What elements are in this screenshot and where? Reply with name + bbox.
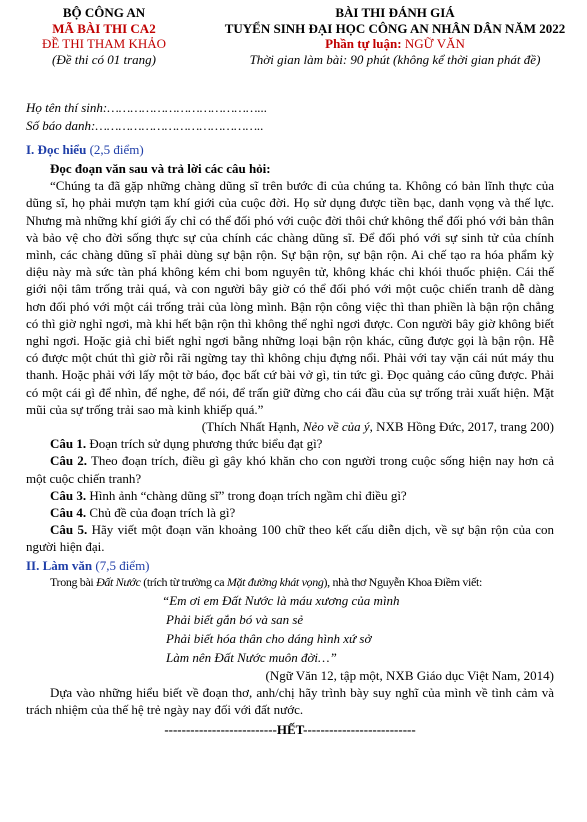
question-5 [26, 521, 554, 555]
question-5-text: Hãy viết một đoạn văn khoảng 100 chữ theo kết cấu diễn dịch, về sự bận rộn của con người hiện đại. [26, 522, 555, 555]
intro-part-1: Trong bài [50, 574, 97, 589]
header-left [6, 5, 202, 67]
exam-title: BÀI THI ĐÁNH GIÁ [335, 5, 455, 20]
poem-line: Làm nên Đất Nước muôn đời…” [166, 650, 337, 666]
section2-title: II. Làm văn [26, 557, 93, 573]
citation-prefix: (Thích Nhất Hạnh, [201, 419, 303, 435]
citation-suffix: , NXB Hồng Đức, 2017, trang 200) [369, 419, 554, 435]
question-1 [26, 435, 554, 452]
section2-heading [26, 557, 554, 574]
poem-line: Phải biết gắn bó và san sẻ [166, 612, 304, 628]
exam-time: Thời gian làm bài: 90 phút (không kể thời gian phát đề) [249, 51, 541, 67]
student-name-line: Họ tên thí sinh:…………………………………... [26, 100, 268, 115]
question-2-text: Theo đoạn trích, điều gì gây khó khăn cho con người trong cuộc sống hiện nay hơn cả một cuộc chiến tranh? [26, 453, 554, 486]
question-3-label: Câu 3. [50, 487, 87, 503]
reading-passage: “Chúng ta đã gặp những chàng dũng sĩ trên bước đi của chúng ta. Không có bản lĩnh thực của dũng sĩ, họ phải mượn tạm khí giới của cuộc đời. Họ sử dụng được tiền bạc, danh vọng và thế lực. Nhưng mà những khí giới ấy chỉ có thể đối phó với cuộc đời thôi chứ không thể đối phó với bản thân và bảo vệ cho đời sống thực sự của chính các chàng dũng sĩ. Để đối phó với sự sinh tử của chính mình, các chàng dũng sĩ phải dùng sự bận rộn. Sự bận rộn, sự bận rộn. Ai chế tạo ra hóa phẩm kỳ diệu này mà sức tàn phá không kém chi bom nguyên tử, không khác chi khói thuốc phiện. Cái thế giới nội tâm trống trải quá, và con người bây giờ có thể đối phó với một cuộc chiến tranh dễ dàng hơn đối phó với một cái trống trải của lòng mình. Bận rộn công việc thì than phiền là bận rộn chẳng có thì giờ nghỉ ngơi, mà khi hết bận rộn thì không thể nghỉ ngơi được. Con người bây giờ không biết nghỉ ngơi. Hoặc giả chỉ biết nghỉ ngơi bằng những loại bận rộn khác, cũng được gọi là bận rộn. Hễ có được một chút thì giờ rỗi rãi ngừng tay thì không chịu đựng nổi. Phải với tay vặn cái nút máy thu thanh. Hoặc phải với lấy một tờ báo, đọc bất cứ bài vở gì, tin tức gì. Đọc quảng cáo cũng được. Phải có một cái gì để nhìn, để nghe, để nói, để trấn giữ đừng cho cái đầu của sự trống trải xuất hiện. Mặt mũi của sự trống trải sao mà kinh khiếp quá.” [26, 178, 554, 417]
question-1-text: Đoạn trích sử dụng phương thức biểu đạt gì? [86, 436, 323, 452]
section2-points: (7,5 điểm) [95, 557, 150, 573]
question-5-label: Câu 5. [50, 522, 88, 538]
poem-excerpt [162, 591, 554, 667]
citation-title: Nẻo về của ý [302, 419, 370, 435]
question-3-text: Hình ảnh “chàng dũng sĩ” trong đoạn trích ngầm chỉ điều gì? [86, 487, 407, 503]
intro-part-3: ), nhà thơ Nguyễn Khoa Điềm viết: [323, 574, 482, 589]
intro-part-2: (trích từ trường ca [140, 574, 227, 589]
part-prefix: Phần tự luận: [325, 36, 405, 51]
poem-line: “Em ơi em Đất Nước là máu xương của mình [162, 593, 400, 609]
student-id-line: Số báo danh:…………………………………….. [26, 118, 264, 133]
question-4 [26, 504, 554, 521]
ministry-name: BỘ CÔNG AN [62, 5, 146, 20]
section2-intro [26, 574, 554, 591]
essay-task: Dựa vào những hiểu biết về đoạn thơ, anh/chị hãy trình bày suy nghĩ của mình về tình cảm và trách nhiệm của thế hệ trẻ ngày nay đối với đất nước. [26, 685, 554, 718]
exam-subtitle: TUYỂN SINH ĐẠI HỌC CÔNG AN NHÂN DÂN NĂM 2022 [224, 20, 566, 36]
intro-epic-title: Mặt đường khát vọng [226, 574, 324, 589]
exam-part [205, 36, 585, 52]
question-4-label: Câu 4. [50, 505, 87, 521]
document-body [26, 160, 554, 738]
poem-citation: (Ngữ Văn 12, tập một, NXB Giáo dục Việt Nam, 2014) [265, 668, 554, 684]
section1-title: I. Đọc hiểu [26, 142, 87, 157]
question-4-text: Chủ đề của đoạn trích là gì? [86, 505, 236, 521]
question-2 [26, 452, 554, 486]
intro-poem-title: Đất Nước [96, 574, 141, 589]
question-3 [26, 487, 554, 504]
section1-points: (2,5 điểm) [89, 142, 144, 157]
question-2-label: Câu 2. [50, 453, 88, 469]
passage-citation [26, 418, 554, 435]
header-right [205, 5, 585, 67]
exam-type: ĐỀ THI THAM KHẢO [41, 36, 167, 51]
part-subject: NGỮ VĂN [404, 36, 465, 51]
reading-instruction: Đọc đoạn văn sau và trả lời các câu hỏi: [50, 161, 271, 176]
section1-heading [26, 142, 144, 158]
page-count-note: (Đề thi có 01 trang) [52, 51, 156, 67]
question-1-label: Câu 1. [50, 436, 87, 452]
end-mark: --------------------------HẾT-------------------------- [164, 721, 416, 737]
poem-line: Phải biết hóa thân cho dáng hình xứ sở [166, 631, 372, 647]
exam-code: MÃ BÀI THI CA2 [52, 20, 156, 36]
